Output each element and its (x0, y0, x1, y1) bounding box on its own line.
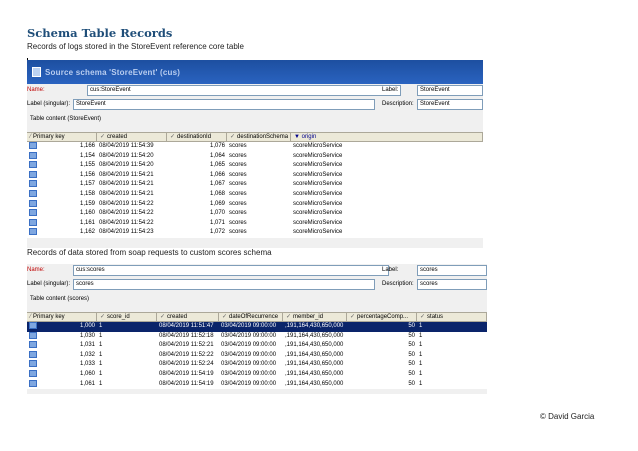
table-cell: scoreMicroService (293, 162, 343, 169)
table-cell: 1,033 (27, 360, 97, 370)
table-cell: 1 (419, 351, 423, 358)
table-cell: 1,072 (209, 229, 225, 236)
table-cell: 1,032 (27, 351, 97, 361)
table-cell: 1,158 (27, 190, 97, 200)
name-row (27, 264, 487, 278)
table-cell: scores (229, 219, 247, 226)
table-cell: scores (229, 210, 247, 217)
table-cell: 1 (419, 342, 423, 349)
panel-header-title: Source schema 'StoreEvent' (cus) (45, 67, 181, 77)
table-cell: 1,154 (27, 152, 97, 162)
singular-row (27, 98, 483, 112)
table-cell: 1,160 (27, 209, 97, 219)
table-row[interactable] (27, 152, 483, 162)
row-record-icon (29, 370, 37, 377)
column-header[interactable]: ✓ member_id (283, 313, 347, 321)
table-cell: scores (229, 171, 247, 178)
table-cell: ,191,164,430,650,000 (285, 351, 344, 358)
column-header[interactable]: ✓ created (97, 133, 167, 141)
label-label: Label: (382, 267, 399, 273)
table-cell: 08/04/2019 11:54:21 (99, 190, 154, 197)
table-cell: 50 (408, 332, 415, 339)
table-row[interactable] (27, 332, 487, 342)
table-cell: 1,068 (209, 190, 225, 197)
description-field[interactable]: StoreEvent (417, 99, 483, 110)
column-header[interactable]: ⁄ Primary key (27, 313, 97, 321)
singular-label: Label (singular): (27, 101, 71, 107)
table-row[interactable] (27, 380, 487, 390)
row-record-icon (29, 228, 37, 235)
row-record-icon (29, 219, 37, 226)
column-header[interactable]: ✓ dateOfRecurrence (219, 313, 283, 321)
singular-field[interactable]: scores (73, 279, 375, 290)
table-cell: scores (229, 162, 247, 169)
table-cell: scoreMicroService (293, 200, 343, 207)
table-cell: 1,166 (27, 142, 97, 152)
description-field[interactable]: scores (417, 279, 487, 290)
table-cell: scoreMicroService (293, 171, 343, 178)
table-cell: 08/04/2019 11:54:22 (99, 210, 154, 217)
table-cell: 03/04/2019 09:00:00 (221, 351, 277, 358)
table-cell: 1,162 (27, 228, 97, 238)
table-cell: 1,155 (27, 161, 97, 171)
table-cell: 08/04/2019 11:54:20 (99, 152, 154, 159)
table-cell: 08/04/2019 11:54:22 (99, 200, 154, 207)
table-cell: scoreMicroService (293, 219, 343, 226)
singular-label: Label (singular): (27, 281, 71, 287)
name-row (27, 84, 483, 98)
table-cell: ,191,164,430,650,000 (285, 342, 344, 349)
column-header[interactable]: ✓ destinationId (167, 133, 227, 141)
copyright-notice: © David Garcia (540, 412, 595, 421)
table-cell: 50 (408, 361, 415, 368)
table-cell: 1,069 (209, 200, 225, 207)
table-row[interactable] (27, 341, 487, 351)
table-cell: 08/04/2019 11:54:21 (99, 181, 154, 188)
section-caption-storeevent: Records of logs stored in the StoreEvent reference core table (27, 42, 245, 51)
schema-icon (32, 67, 41, 77)
table-cell: scoreMicroService (293, 210, 343, 217)
table-cell: 1,000 (27, 322, 97, 332)
column-header[interactable]: ✓ status (417, 313, 487, 321)
table-cell: scores (229, 152, 247, 159)
table-cell: 1,067 (209, 181, 225, 188)
table-cell: 08/04/2019 11:52:18 (159, 332, 214, 339)
table-cell: 1,156 (27, 171, 97, 181)
name-field[interactable]: cus:scores (73, 265, 389, 276)
table-cell: 1 (99, 351, 103, 358)
label-field[interactable]: StoreEvent (417, 85, 483, 96)
table-cell: 1 (99, 342, 103, 349)
table-row[interactable] (27, 180, 483, 190)
singular-field[interactable]: StoreEvent (73, 99, 375, 110)
table-body (27, 322, 487, 389)
table-row[interactable] (27, 171, 483, 181)
table-cell: 50 (408, 380, 415, 387)
name-label: Name: (27, 87, 45, 93)
table-cell: 1 (99, 323, 103, 329)
table-cell: scoreMicroService (293, 181, 343, 188)
table-cell: ,191,164,430,650,000 (285, 332, 344, 339)
table-cell: 1,030 (27, 332, 97, 342)
table-cell: 1,061 (27, 380, 97, 390)
table-cell: 1 (419, 380, 423, 387)
table-cell: 1,076 (209, 143, 225, 149)
storeevent-schema-panel (27, 60, 483, 248)
row-record-icon (29, 341, 37, 348)
table-cell: 1 (419, 361, 423, 368)
table-cell: 1 (419, 370, 423, 377)
table-cell: 50 (408, 342, 415, 349)
table-cell: 1 (419, 332, 423, 339)
table-cell: scoreMicroService (293, 229, 343, 236)
table-cell: 1,064 (209, 152, 225, 159)
table-cell: ,191,164,430,650,000 (285, 370, 344, 377)
table-cell: 1 (419, 323, 423, 329)
table-cell: 08/04/2019 11:52:24 (159, 361, 214, 368)
table-cell: 1,066 (209, 171, 225, 178)
table-row[interactable] (27, 351, 487, 361)
panel-header (27, 60, 483, 84)
table-cell: 1,065 (209, 162, 225, 169)
table-content-label: Table content (scores) (30, 296, 90, 302)
column-header[interactable]: ✓ percentageComp... (347, 313, 417, 321)
table-row[interactable] (27, 370, 487, 380)
table-cell: scores (229, 181, 247, 188)
table-cell: 50 (408, 351, 415, 358)
table-cell: 08/04/2019 11:54:19 (159, 370, 214, 377)
row-record-icon (29, 380, 37, 387)
table-header (27, 312, 487, 322)
row-record-icon (29, 200, 37, 207)
table-row[interactable] (27, 200, 483, 210)
table-cell: ,191,164,430,650,000 (285, 323, 344, 329)
table-cell: 03/04/2019 09:00:00 (221, 361, 277, 368)
table-content-label: Table content (StoreEvent) (30, 116, 102, 122)
table-row[interactable] (27, 142, 483, 152)
table-cell: 08/04/2019 11:51:47 (159, 323, 214, 329)
name-field[interactable]: cus:StoreEvent (87, 85, 401, 96)
table-row[interactable] (27, 219, 483, 229)
table-row[interactable] (27, 209, 483, 219)
table-cell: 1 (99, 380, 103, 387)
column-header[interactable]: ⁄ Primary key (27, 133, 97, 141)
column-header-sorted[interactable]: ▼ origin (291, 133, 483, 141)
table-row[interactable] (27, 161, 483, 171)
row-record-icon (29, 332, 37, 339)
table-cell: 1,060 (27, 370, 97, 380)
table-row[interactable] (27, 322, 487, 332)
scores-schema-panel (27, 264, 487, 394)
table-cell: 1 (99, 332, 103, 339)
table-cell: ,191,164,430,650,000 (285, 380, 344, 387)
row-record-icon (29, 360, 37, 367)
table-cell: 03/04/2019 09:00:00 (221, 380, 277, 387)
row-record-icon (29, 190, 37, 197)
table-cell: 03/04/2019 09:00:00 (221, 323, 277, 329)
singular-row (27, 278, 487, 292)
label-field[interactable]: scores (417, 265, 487, 276)
table-header (27, 132, 483, 142)
column-header[interactable]: ✓ destinationSchema (227, 133, 291, 141)
description-label: Description: (382, 101, 414, 107)
table-row[interactable] (27, 228, 483, 238)
table-cell: 50 (408, 370, 415, 377)
row-record-icon (29, 351, 37, 358)
table-row[interactable] (27, 190, 483, 200)
table-cell: 1,159 (27, 200, 97, 210)
table-cell: 08/04/2019 11:54:21 (99, 171, 154, 178)
table-cell: 1 (99, 361, 103, 368)
table-cell: scoreMicroService (293, 143, 343, 149)
table-cell: 1,157 (27, 180, 97, 190)
row-record-icon (29, 152, 37, 159)
row-record-icon (29, 142, 37, 149)
table-row[interactable] (27, 360, 487, 370)
table-cell: 1,031 (27, 341, 97, 351)
name-label: Name: (27, 267, 45, 273)
table-cell: 08/04/2019 11:52:22 (159, 351, 214, 358)
row-record-icon (29, 180, 37, 187)
table-cell: 08/04/2019 11:54:22 (99, 219, 154, 226)
row-record-icon (29, 322, 37, 329)
table-cell: 50 (408, 323, 415, 329)
table-cell: 03/04/2019 09:00:00 (221, 332, 277, 339)
table-cell: 08/04/2019 11:54:19 (159, 380, 214, 387)
row-record-icon (29, 171, 37, 178)
table-cell: 1,071 (209, 219, 225, 226)
section-caption-scores: Records of data stored from soap requests to custom scores schema (27, 248, 272, 257)
label-label: Label: (382, 87, 399, 93)
table-cell: 1,161 (27, 219, 97, 229)
table-cell: scores (229, 143, 247, 149)
description-label: Description: (382, 281, 414, 287)
table-cell: 08/04/2019 11:54:23 (99, 229, 154, 236)
table-cell: 03/04/2019 09:00:00 (221, 342, 277, 349)
table-cell: 08/04/2019 11:54:20 (99, 162, 154, 169)
table-body (27, 142, 483, 238)
table-cell: 1,070 (209, 210, 225, 217)
column-header[interactable]: ✓ score_id (97, 313, 157, 321)
table-cell: scores (229, 229, 247, 236)
table-cell: scores (229, 200, 247, 207)
table-cell: 08/04/2019 11:54:39 (99, 143, 154, 149)
row-record-icon (29, 209, 37, 216)
column-header[interactable]: ✓ created (157, 313, 219, 321)
table-cell: 03/04/2019 09:00:00 (221, 370, 277, 377)
table-cell: scoreMicroService (293, 190, 343, 197)
row-record-icon (29, 161, 37, 168)
table-cell: 08/04/2019 11:52:21 (159, 342, 214, 349)
table-cell: scores (229, 190, 247, 197)
table-cell: 1 (99, 370, 103, 377)
table-cell: ,191,164,430,650,000 (285, 361, 344, 368)
document-title: Schema Table Records (27, 26, 173, 40)
table-cell: scoreMicroService (293, 152, 343, 159)
